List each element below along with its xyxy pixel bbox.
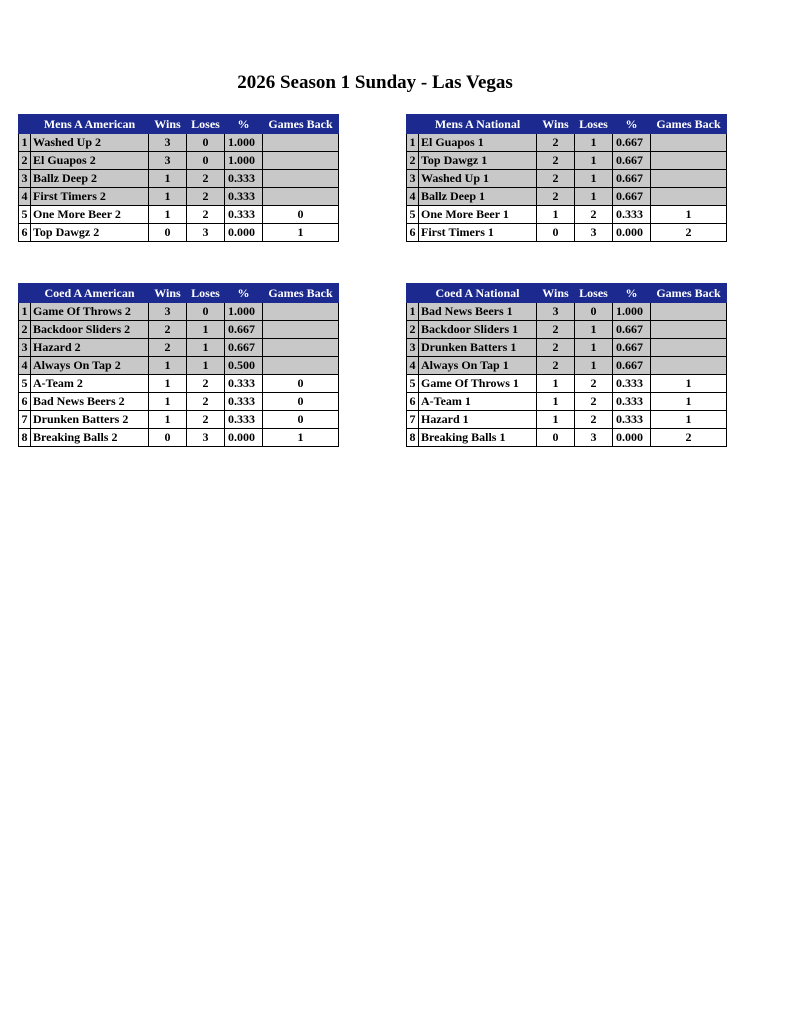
rank-cell: 8 — [407, 429, 419, 447]
table-row — [19, 206, 339, 224]
games-back-cell — [651, 339, 727, 357]
team-name-cell: Washed Up 2 — [31, 134, 149, 152]
wins-cell: 0 — [537, 429, 575, 447]
table-row — [19, 134, 339, 152]
table-row — [19, 170, 339, 188]
division-header: Coed A National — [419, 284, 537, 303]
games-back-cell: 1 — [651, 375, 727, 393]
wins-cell: 2 — [537, 339, 575, 357]
wins-cell: 0 — [149, 429, 187, 447]
games-back-cell — [651, 152, 727, 170]
pct-cell: 0.667 — [613, 357, 651, 375]
team-name-cell: Bad News Beers 2 — [31, 393, 149, 411]
pct-cell: 1.000 — [613, 303, 651, 321]
team-name-cell: A-Team 2 — [31, 375, 149, 393]
games-back-cell: 0 — [263, 375, 339, 393]
games-back-cell — [263, 321, 339, 339]
table-row — [407, 303, 727, 321]
games-back-header: Games Back — [263, 284, 339, 303]
table-row — [407, 134, 727, 152]
rank-header — [407, 284, 419, 303]
loses-cell: 2 — [187, 188, 225, 206]
rank-cell: 7 — [407, 411, 419, 429]
games-back-cell: 1 — [263, 429, 339, 447]
loses-header: Loses — [575, 284, 613, 303]
team-name-cell: Backdoor Sliders 1 — [419, 321, 537, 339]
loses-cell: 2 — [187, 170, 225, 188]
pct-cell: 0.667 — [225, 321, 263, 339]
games-back-cell — [263, 339, 339, 357]
pct-cell: 1.000 — [225, 303, 263, 321]
pct-header: % — [613, 284, 651, 303]
pct-cell: 0.500 — [225, 357, 263, 375]
table-row — [407, 339, 727, 357]
wins-cell: 1 — [537, 206, 575, 224]
games-back-header: Games Back — [651, 115, 727, 134]
games-back-cell — [263, 188, 339, 206]
table-row — [19, 188, 339, 206]
team-name-cell: Game Of Throws 1 — [419, 375, 537, 393]
rank-cell: 4 — [407, 188, 419, 206]
table-row — [407, 152, 727, 170]
pct-cell: 0.333 — [225, 188, 263, 206]
standings-table-mens-a-national — [406, 114, 727, 242]
team-name-cell: Ballz Deep 1 — [419, 188, 537, 206]
table-row — [407, 321, 727, 339]
wins-cell: 2 — [149, 321, 187, 339]
rank-cell: 2 — [407, 321, 419, 339]
rank-cell: 2 — [19, 152, 31, 170]
pct-cell: 0.333 — [613, 206, 651, 224]
pct-cell: 0.333 — [613, 393, 651, 411]
team-name-cell: Breaking Balls 1 — [419, 429, 537, 447]
pct-cell: 0.333 — [225, 375, 263, 393]
games-back-cell — [263, 170, 339, 188]
loses-cell: 1 — [575, 339, 613, 357]
pct-cell: 0.000 — [613, 224, 651, 242]
games-back-cell: 2 — [651, 224, 727, 242]
wins-header: Wins — [537, 284, 575, 303]
pct-header: % — [613, 115, 651, 134]
rank-cell: 5 — [19, 206, 31, 224]
wins-cell: 1 — [537, 393, 575, 411]
rank-cell: 2 — [19, 321, 31, 339]
table-row — [407, 188, 727, 206]
games-back-header: Games Back — [651, 284, 727, 303]
pct-header: % — [225, 284, 263, 303]
pct-cell: 0.333 — [225, 170, 263, 188]
loses-cell: 0 — [187, 134, 225, 152]
games-back-cell: 0 — [263, 393, 339, 411]
table-row — [407, 429, 727, 447]
wins-header: Wins — [537, 115, 575, 134]
loses-cell: 2 — [575, 393, 613, 411]
games-back-cell — [263, 134, 339, 152]
wins-cell: 1 — [149, 375, 187, 393]
wins-cell: 1 — [537, 375, 575, 393]
loses-cell: 1 — [187, 357, 225, 375]
table-row — [19, 375, 339, 393]
wins-cell: 2 — [537, 170, 575, 188]
table-row — [19, 393, 339, 411]
table-row — [407, 375, 727, 393]
table-row — [407, 411, 727, 429]
page-title: 2026 Season 1 Sunday - Las Vegas — [237, 72, 513, 93]
team-name-cell: Game Of Throws 2 — [31, 303, 149, 321]
table-row — [407, 170, 727, 188]
rank-cell: 3 — [407, 170, 419, 188]
table-header-row — [19, 115, 339, 134]
division-header: Mens A American — [31, 115, 149, 134]
loses-cell: 2 — [575, 411, 613, 429]
team-name-cell: Hazard 1 — [419, 411, 537, 429]
rank-cell: 6 — [19, 393, 31, 411]
pct-cell: 0.333 — [225, 393, 263, 411]
table-row — [407, 206, 727, 224]
rank-cell: 1 — [407, 134, 419, 152]
loses-cell: 1 — [575, 134, 613, 152]
rank-cell: 4 — [407, 357, 419, 375]
wins-cell: 1 — [149, 411, 187, 429]
rank-cell: 3 — [19, 170, 31, 188]
pct-cell: 0.667 — [613, 170, 651, 188]
pct-cell: 0.000 — [225, 429, 263, 447]
table-row — [19, 321, 339, 339]
pct-cell: 0.000 — [613, 429, 651, 447]
games-back-cell — [651, 188, 727, 206]
loses-header: Loses — [575, 115, 613, 134]
team-name-cell: A-Team 1 — [419, 393, 537, 411]
pct-cell: 0.667 — [225, 339, 263, 357]
rank-cell: 3 — [19, 339, 31, 357]
pct-cell: 0.333 — [613, 411, 651, 429]
loses-cell: 1 — [575, 152, 613, 170]
rank-cell: 7 — [19, 411, 31, 429]
loses-cell: 3 — [187, 224, 225, 242]
table-row — [407, 357, 727, 375]
wins-cell: 1 — [149, 357, 187, 375]
table-row — [19, 357, 339, 375]
team-name-cell: One More Beer 1 — [419, 206, 537, 224]
team-name-cell: First Timers 2 — [31, 188, 149, 206]
wins-cell: 3 — [149, 303, 187, 321]
rank-header — [407, 115, 419, 134]
table-header-row — [407, 284, 727, 303]
loses-header: Loses — [187, 115, 225, 134]
loses-cell: 1 — [187, 321, 225, 339]
table-row — [19, 429, 339, 447]
pct-header: % — [225, 115, 263, 134]
rank-cell: 4 — [19, 357, 31, 375]
games-back-cell: 1 — [263, 224, 339, 242]
loses-cell: 2 — [187, 411, 225, 429]
wins-cell: 3 — [537, 303, 575, 321]
rank-cell: 2 — [407, 152, 419, 170]
team-name-cell: El Guapos 1 — [419, 134, 537, 152]
table-header-row — [19, 284, 339, 303]
rank-cell: 1 — [19, 303, 31, 321]
rank-cell: 1 — [19, 134, 31, 152]
pct-cell: 1.000 — [225, 152, 263, 170]
games-back-cell: 0 — [263, 411, 339, 429]
wins-header: Wins — [149, 284, 187, 303]
team-name-cell: Always On Tap 2 — [31, 357, 149, 375]
rank-cell: 5 — [407, 206, 419, 224]
games-back-cell: 1 — [651, 393, 727, 411]
wins-cell: 0 — [149, 224, 187, 242]
table-row — [407, 224, 727, 242]
loses-cell: 0 — [187, 152, 225, 170]
wins-cell: 1 — [149, 206, 187, 224]
loses-cell: 3 — [575, 224, 613, 242]
wins-cell: 3 — [149, 152, 187, 170]
team-name-cell: Hazard 2 — [31, 339, 149, 357]
team-name-cell: Drunken Batters 1 — [419, 339, 537, 357]
loses-cell: 1 — [187, 339, 225, 357]
pct-cell: 0.667 — [613, 152, 651, 170]
loses-cell: 0 — [187, 303, 225, 321]
wins-cell: 2 — [537, 357, 575, 375]
standings-table-mens-a-american — [18, 114, 339, 242]
wins-header: Wins — [149, 115, 187, 134]
wins-cell: 3 — [149, 134, 187, 152]
table-row — [19, 411, 339, 429]
division-header: Coed A American — [31, 284, 149, 303]
loses-cell: 1 — [575, 170, 613, 188]
games-back-cell — [651, 134, 727, 152]
games-back-cell — [263, 357, 339, 375]
games-back-cell — [263, 303, 339, 321]
wins-cell: 1 — [149, 188, 187, 206]
rank-header — [19, 284, 31, 303]
pct-cell: 0.000 — [225, 224, 263, 242]
loses-cell: 2 — [187, 393, 225, 411]
team-name-cell: First Timers 1 — [419, 224, 537, 242]
division-header: Mens A National — [419, 115, 537, 134]
table-row — [19, 224, 339, 242]
wins-cell: 2 — [537, 152, 575, 170]
wins-cell: 1 — [537, 411, 575, 429]
rank-header — [19, 115, 31, 134]
loses-cell: 1 — [575, 321, 613, 339]
team-name-cell: Breaking Balls 2 — [31, 429, 149, 447]
team-name-cell: Always On Tap 1 — [419, 357, 537, 375]
games-back-cell — [263, 152, 339, 170]
table-row — [19, 339, 339, 357]
rank-cell: 1 — [407, 303, 419, 321]
rank-cell: 3 — [407, 339, 419, 357]
team-name-cell: One More Beer 2 — [31, 206, 149, 224]
team-name-cell: Bad News Beers 1 — [419, 303, 537, 321]
wins-cell: 2 — [537, 321, 575, 339]
table-row — [19, 152, 339, 170]
wins-cell: 1 — [149, 170, 187, 188]
wins-cell: 1 — [149, 393, 187, 411]
loses-cell: 3 — [575, 429, 613, 447]
games-back-cell — [651, 303, 727, 321]
games-back-cell: 1 — [651, 206, 727, 224]
games-back-cell: 0 — [263, 206, 339, 224]
rank-cell: 6 — [407, 393, 419, 411]
wins-cell: 2 — [149, 339, 187, 357]
loses-cell: 2 — [187, 375, 225, 393]
pct-cell: 1.000 — [225, 134, 263, 152]
team-name-cell: Top Dawgz 1 — [419, 152, 537, 170]
wins-cell: 2 — [537, 134, 575, 152]
pct-cell: 0.667 — [613, 339, 651, 357]
games-back-cell: 2 — [651, 429, 727, 447]
team-name-cell: Ballz Deep 2 — [31, 170, 149, 188]
rank-cell: 6 — [407, 224, 419, 242]
loses-cell: 3 — [187, 429, 225, 447]
loses-cell: 2 — [187, 206, 225, 224]
pct-cell: 0.333 — [613, 375, 651, 393]
team-name-cell: El Guapos 2 — [31, 152, 149, 170]
rank-cell: 5 — [19, 375, 31, 393]
loses-cell: 2 — [575, 375, 613, 393]
rank-cell: 5 — [407, 375, 419, 393]
pct-cell: 0.667 — [613, 321, 651, 339]
table-row — [407, 393, 727, 411]
team-name-cell: Backdoor Sliders 2 — [31, 321, 149, 339]
team-name-cell: Drunken Batters 2 — [31, 411, 149, 429]
pct-cell: 0.667 — [613, 134, 651, 152]
loses-cell: 1 — [575, 188, 613, 206]
games-back-cell — [651, 321, 727, 339]
loses-header: Loses — [187, 284, 225, 303]
rank-cell: 6 — [19, 224, 31, 242]
rank-cell: 8 — [19, 429, 31, 447]
standings-table-coed-a-national — [406, 283, 727, 447]
table-header-row — [407, 115, 727, 134]
loses-cell: 1 — [575, 357, 613, 375]
games-back-header: Games Back — [263, 115, 339, 134]
games-back-cell — [651, 170, 727, 188]
rank-cell: 4 — [19, 188, 31, 206]
pct-cell: 0.667 — [613, 188, 651, 206]
team-name-cell: Washed Up 1 — [419, 170, 537, 188]
loses-cell: 0 — [575, 303, 613, 321]
pct-cell: 0.333 — [225, 411, 263, 429]
wins-cell: 2 — [537, 188, 575, 206]
loses-cell: 2 — [575, 206, 613, 224]
wins-cell: 0 — [537, 224, 575, 242]
table-row — [19, 303, 339, 321]
standings-table-coed-a-american — [18, 283, 339, 447]
games-back-cell — [651, 357, 727, 375]
team-name-cell: Top Dawgz 2 — [31, 224, 149, 242]
games-back-cell: 1 — [651, 411, 727, 429]
pct-cell: 0.333 — [225, 206, 263, 224]
